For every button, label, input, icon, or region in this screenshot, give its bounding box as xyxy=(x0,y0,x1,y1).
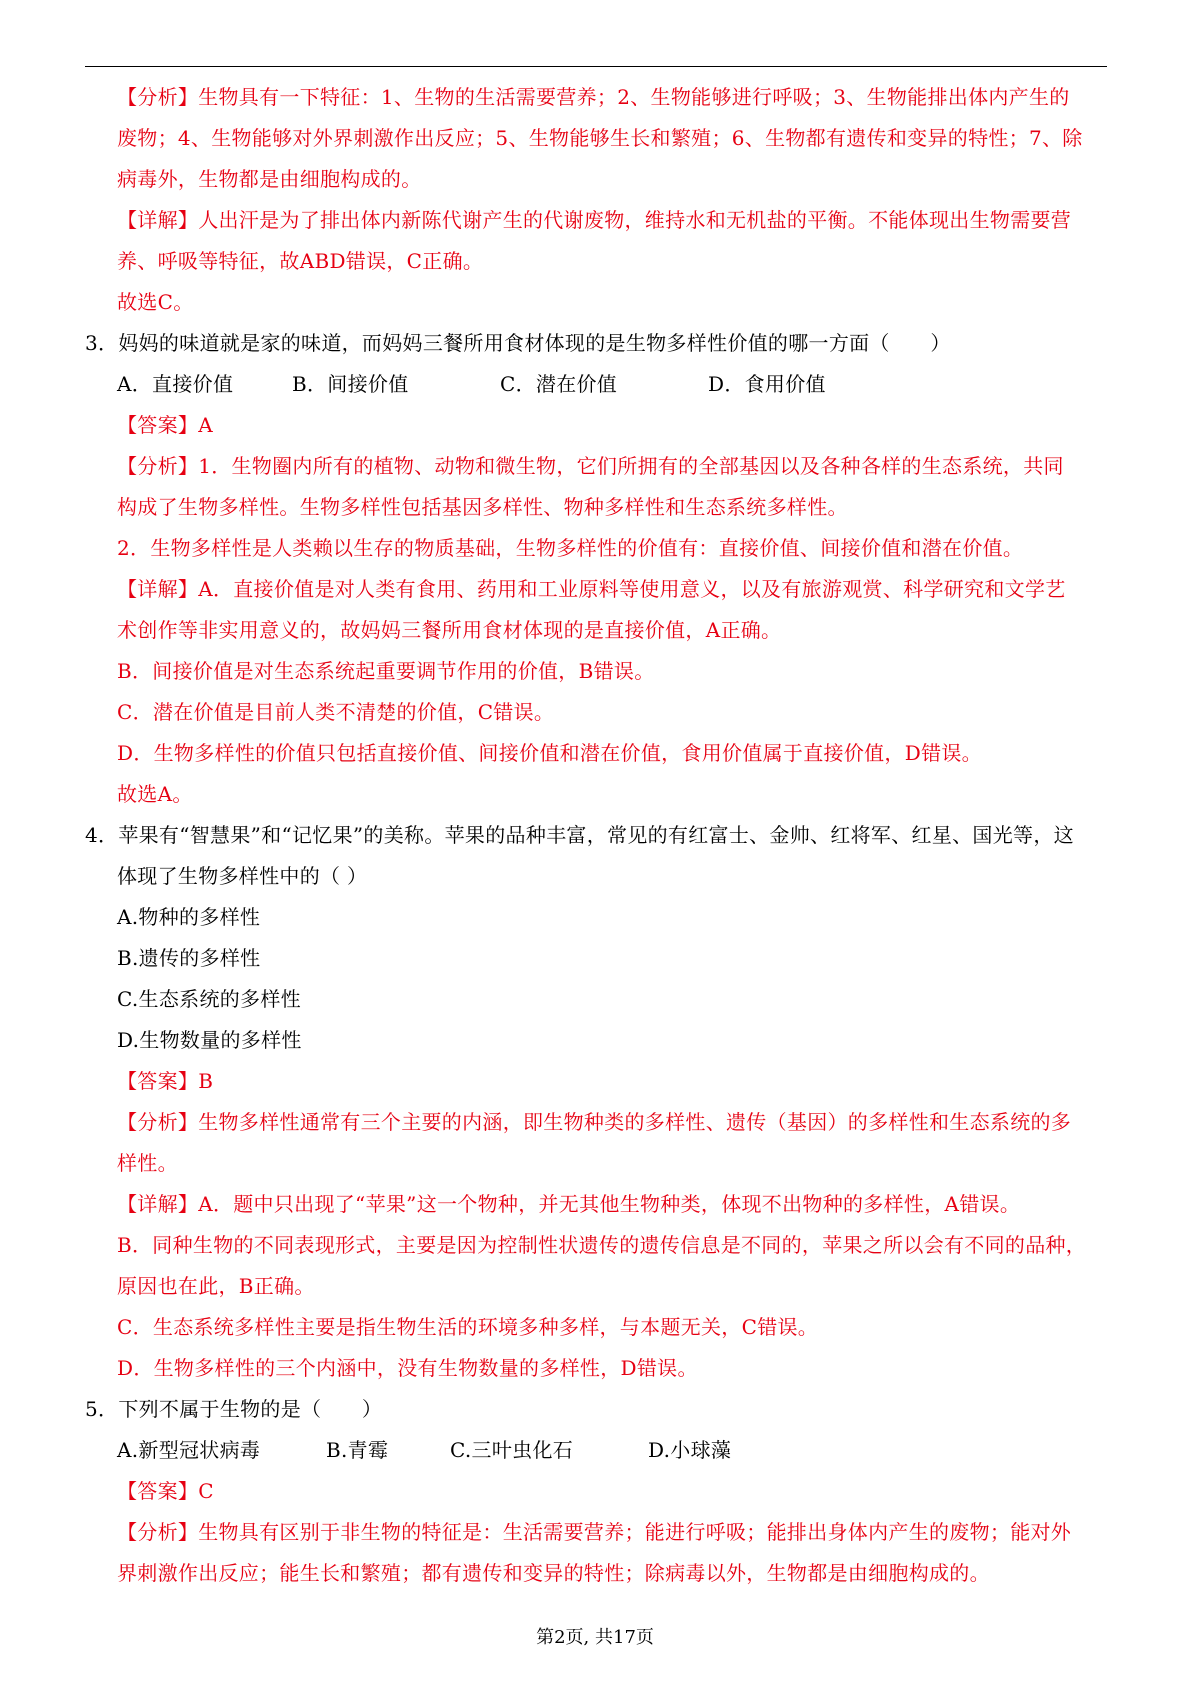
question-5-stem: 5．下列不属于生物的是（ ） xyxy=(85,1397,383,1421)
detail-line: 【详解】A．题中只出现了“苹果”这一个物种，并无其他生物种类，体现不出物种的多样性，A错误。 xyxy=(117,1192,1021,1216)
analysis-line: 病毒外，生物都是由细胞构成的。 xyxy=(117,167,422,191)
detail-line: B．间接价值是对生态系统起重要调节作用的价值，B错误。 xyxy=(117,659,655,683)
analysis-line: 【分析】生物具有一下特征：1、生物的生活需要营养；2、生物能够进行呼吸；3、生物能排出体内产生的 xyxy=(117,85,1070,109)
analysis-line: 【分析】1．生物圈内所有的植物、动物和微生物，它们所拥有的全部基因以及各种各样的生态系统，共同 xyxy=(117,454,1064,478)
q5-option-c: C.三叶虫化石 xyxy=(450,1438,574,1462)
question-3-stem: 3．妈妈的味道就是家的味道，而妈妈三餐所用食材体现的是生物多样性价值的哪一方面（ ） xyxy=(85,331,951,355)
question-4-stem: 4．苹果有“智慧果”和“记忆果”的美称。苹果的品种丰富，常见的有红富士、金帅、红将军、红星、国光等，这 xyxy=(85,823,1074,847)
detail-line: C．生态系统多样性主要是指生物生活的环境多种多样，与本题无关，C错误。 xyxy=(117,1315,819,1339)
detail-line: C．潜在价值是目前人类不清楚的价值，C错误。 xyxy=(117,700,555,724)
analysis-line: 构成了生物多样性。生物多样性包括基因多样性、物种多样性和生态系统多样性。 xyxy=(117,495,848,519)
analysis-line: 【分析】生物多样性通常有三个主要的内涵，即生物种类的多样性、遗传（基因）的多样性和生态系统的多 xyxy=(117,1110,1072,1134)
q3-option-b: B．间接价值 xyxy=(292,372,409,396)
detail-line: D．生物多样性的价值只包括直接价值、间接价值和潜在价值，食用价值属于直接价值，D错误。 xyxy=(117,741,982,765)
question-4-stem: 体现了生物多样性中的（ ） xyxy=(117,864,368,888)
q3-option-c: C．潜在价值 xyxy=(500,372,618,396)
q5-option-a: A.新型冠状病毒 xyxy=(117,1438,261,1462)
analysis-line: 界刺激作出反应；能生长和繁殖；都有遗传和变异的特性；除病毒以外，生物都是由细胞构成的。 xyxy=(117,1561,990,1585)
q4-option-c: C.生态系统的多样性 xyxy=(117,987,301,1011)
analysis-line: 样性。 xyxy=(117,1151,178,1175)
page-footer: 第2页, 共17页 xyxy=(536,1627,654,1648)
q5-option-d: D.小球藻 xyxy=(648,1438,732,1462)
q3-option-d: D．食用价值 xyxy=(708,372,826,396)
q3-option-a: A．直接价值 xyxy=(117,372,234,396)
detail-line: 原因也在此，B正确。 xyxy=(117,1274,315,1298)
analysis-line: 废物；4、生物能够对外界刺激作出反应；5、生物能够生长和繁殖；6、生物都有遗传和变异的特性；7、除 xyxy=(117,126,1083,150)
conclusion-line: 故选A。 xyxy=(117,782,193,806)
answer-line: 【答案】A xyxy=(117,413,213,437)
answer-line: 【答案】C xyxy=(117,1479,214,1503)
q4-option-a: A.物种的多样性 xyxy=(117,905,261,929)
analysis-line: 2．生物多样性是人类赖以生存的物质基础，生物多样性的价值有：直接价值、间接价值和潜在价值。 xyxy=(117,536,1024,560)
q5-option-b: B.青霉 xyxy=(326,1438,389,1462)
detail-line: B．同种生物的不同表现形式，主要是因为控制性状遗传的遗传信息是不同的，苹果之所以会有不同的品种， xyxy=(117,1233,1087,1257)
detail-line: 【详解】人出汗是为了排出体内新陈代谢产生的代谢废物，维持水和无机盐的平衡。不能体现出生物需要营 xyxy=(117,208,1072,232)
detail-line: 术创作等非实用意义的，故妈妈三餐所用食材体现的是直接价值，A正确。 xyxy=(117,618,782,642)
answer-line: 【答案】B xyxy=(117,1069,214,1093)
analysis-line: 【分析】生物具有区别于非生物的特征是：生活需要营养；能进行呼吸；能排出身体内产生的废物；能对外 xyxy=(117,1520,1072,1544)
detail-line: 养、呼吸等特征，故ABD错误，C正确。 xyxy=(117,249,484,273)
detail-line: 【详解】A．直接价值是对人类有食用、药用和工业原料等使用意义，以及有旅游观赏、科学研究和文学艺 xyxy=(117,577,1066,601)
q4-option-d: D.生物数量的多样性 xyxy=(117,1028,302,1052)
detail-line: D．生物多样性的三个内涵中，没有生物数量的多样性，D错误。 xyxy=(117,1356,698,1380)
q4-option-b: B.遗传的多样性 xyxy=(117,946,261,970)
header-rule xyxy=(85,66,1107,67)
conclusion-line: 故选C。 xyxy=(117,290,194,314)
